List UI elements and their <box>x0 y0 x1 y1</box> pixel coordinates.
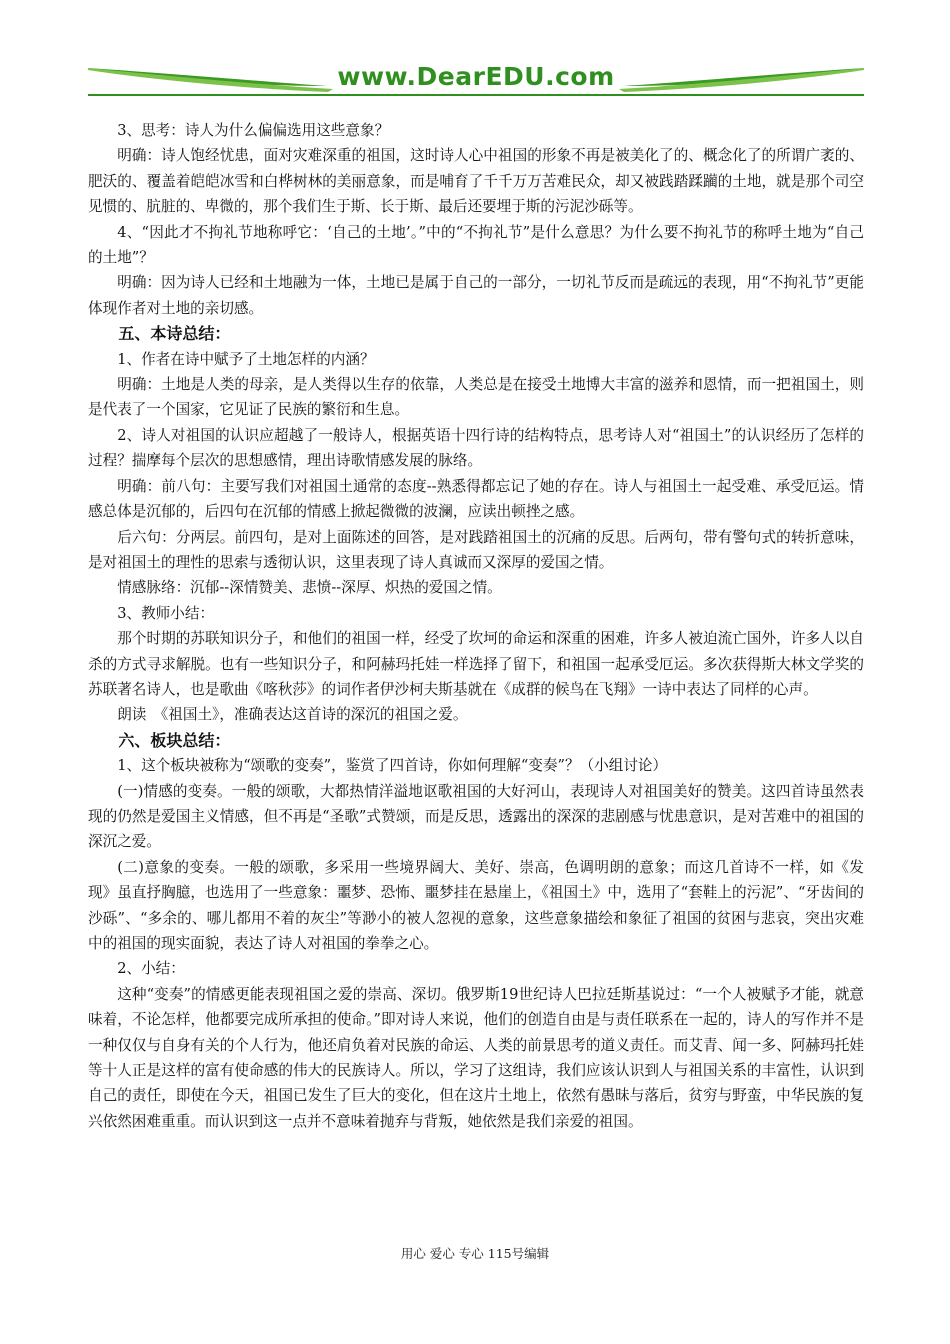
paragraph: 情感脉络：沉郁--深情赞美、悲愤--深厚、炽热的爱国之情。 <box>117 579 502 597</box>
paragraph: 1、这个板块被称为“颂歌的变奏”，鉴赏了四首诗，你如何理解“变奏”？（小组讨论） <box>117 757 668 775</box>
paragraph: 明确：诗人饱经忧患，面对灾难深重的祖国，这时诗人心中祖国的形象不再是被美化了的、概念化了的所谓广袤的、肥沃的、覆盖着皑皑冰雪和白桦树林的美丽意象，而是哺育了千千万万苦难民众，却又被践踏蹂躏的土地，就是那个司空见惯的、肮脏的、卑微的，那个我们生于斯、长于斯、最后还要埋于斯的污泥沙砾等。 <box>88 147 864 216</box>
paragraph: 2、小结： <box>117 960 185 978</box>
paragraph: 1、作者在诗中赋予了土地怎样的内涵？ <box>117 350 375 368</box>
paragraph: 明确：前八句：主要写我们对祖国土通常的态度--熟悉得都忘记了她的存在。诗人与祖国土一起受难、承受厄运。情感总体是沉郁的，后四句在沉郁的情感上掀起微微的波澜，应读出顿挫之感。 <box>88 477 864 521</box>
paragraph: 明确：土地是人类的母亲，是人类得以生存的依靠，人类总是在接受土地博大丰富的滋养和恩情，而一把祖国土，则是代表了一个国家，它见证了民族的繁衍和生息。 <box>88 376 864 419</box>
paragraph: 朗读 《祖国土》，准确表达这首诗的深沉的祖国之爱。 <box>117 706 468 724</box>
paragraph: (二)意象的变奏。一般的颂歌，多采用一些境界阔大、美好、崇高，色调明朗的意象；而这几首诗不一样，如《发现》虽直抒胸臆，也选用了一些意象：噩梦、恐怖、噩梦挂在悬崖上，《祖国土》中，选用了“套鞋上的污泥”、“牙齿间的沙砾”、“多余的、哪儿都用不着的灰尘”等渺小的被人忽视的意象，这些意象描绘和象征了祖国的贫困与悲哀，突出灾难中的祖国的现实面貌，表达了诗人对祖国的拳拳之心。 <box>88 858 864 952</box>
paragraph: 3、教师小结： <box>117 604 215 622</box>
page-footer: 用心 爱心 专心 115号编辑 <box>400 1246 550 1261</box>
paragraph: 2、诗人对祖国的认识应超越了一般诗人，根据英语十四行诗的结构特点，思考诗人对“祖国土”的认识经历了怎样的过程？揣摩每个层次的思想感情，理出诗歌情感发展的脉络。 <box>88 426 864 470</box>
paragraph: 后六句：分两层。前四句，是对上面陈述的回答，是对践踏祖国土的沉痛的反思。后两句，带有警句式的转折意味，是对祖国土的理性的思索与透彻认识，这里表现了诗人真诚而又深厚的爱国之情。 <box>88 528 864 571</box>
paragraph: 4、“因此才不拘礼节地称呼它：‘自己的土地’。”中的“不拘礼节”是什么意思？为什么要不拘礼节的称呼土地为“自己的土地”？ <box>88 223 864 267</box>
section-heading: 六、板块总结： <box>118 730 231 750</box>
paragraph: (一)情感的变奏。一般的颂歌，大都热情洋溢地讴歌祖国的大好河山，表现诗人对祖国美好的赞美。这四首诗虽然表现的仍然是爱国主义情感，但不再是“圣歌”式赞颂，而是反思，透露出的深深的悲剧感与忧患意识，是对苦难中的祖国的深沉之爱。 <box>88 782 864 851</box>
paragraph: 3、思考：诗人为什么偏偏选用这些意象？ <box>117 122 390 139</box>
site-logo-text: www.DearEDU.com <box>337 62 615 91</box>
section-heading: 五、本诗总结： <box>118 324 231 344</box>
paragraph: 明确：因为诗人已经和土地融为一体，土地已是属于自己的一部分，一切礼节反而是疏远的表现，用“不拘礼节”更能体现作者对土地的亲切感。 <box>88 274 864 317</box>
paragraph: 这种“变奏”的情感更能表现祖国之爱的崇高、深切。俄罗斯19世纪诗人巴拉廷斯基说过：“一个人被赋予才能，就意味着，不论怎样，他都要完成所承担的使命。”即对诗人来说，他们的创造自由是与责任联系在一起的，诗人的写作并不是一种仅仅与自身有关的个人行为，他还肩负着对民族的命运、人类的前景思考的道义责任。而艾青、闻一多、阿赫玛托娃等十人正是这样的富有使命感的伟大的民族诗人。所以，学习了这组诗，我们应该认识到人与祖国关系的丰富性，认识到自己的责任，即使在今天，祖国已发生了巨大的变化，但在这片土地上，依然有愚昧与落后，贫穷与野蛮，中华民族的复兴依然困难重重。而认识到这一点并不意味着抛弃与背叛，她依然是我们亲爱的祖国。 <box>88 985 864 1130</box>
page-header <box>88 56 864 102</box>
document-body <box>88 118 864 1134</box>
paragraph: 那个时期的苏联知识分子，和他们的祖国一样，经受了坎坷的命运和深重的困难，许多人被迫流亡国外，许多人以自杀的方式寻求解脱。也有一些知识分子，和阿赫玛托娃一样选择了留下，和祖国一起承受厄运。多次获得斯大林文学奖的苏联著名诗人，也是歌曲《喀秋莎》的词作者伊沙柯夫斯基就在《成群的候鸟在飞翔》一诗中表达了同样的心声。 <box>88 630 864 698</box>
